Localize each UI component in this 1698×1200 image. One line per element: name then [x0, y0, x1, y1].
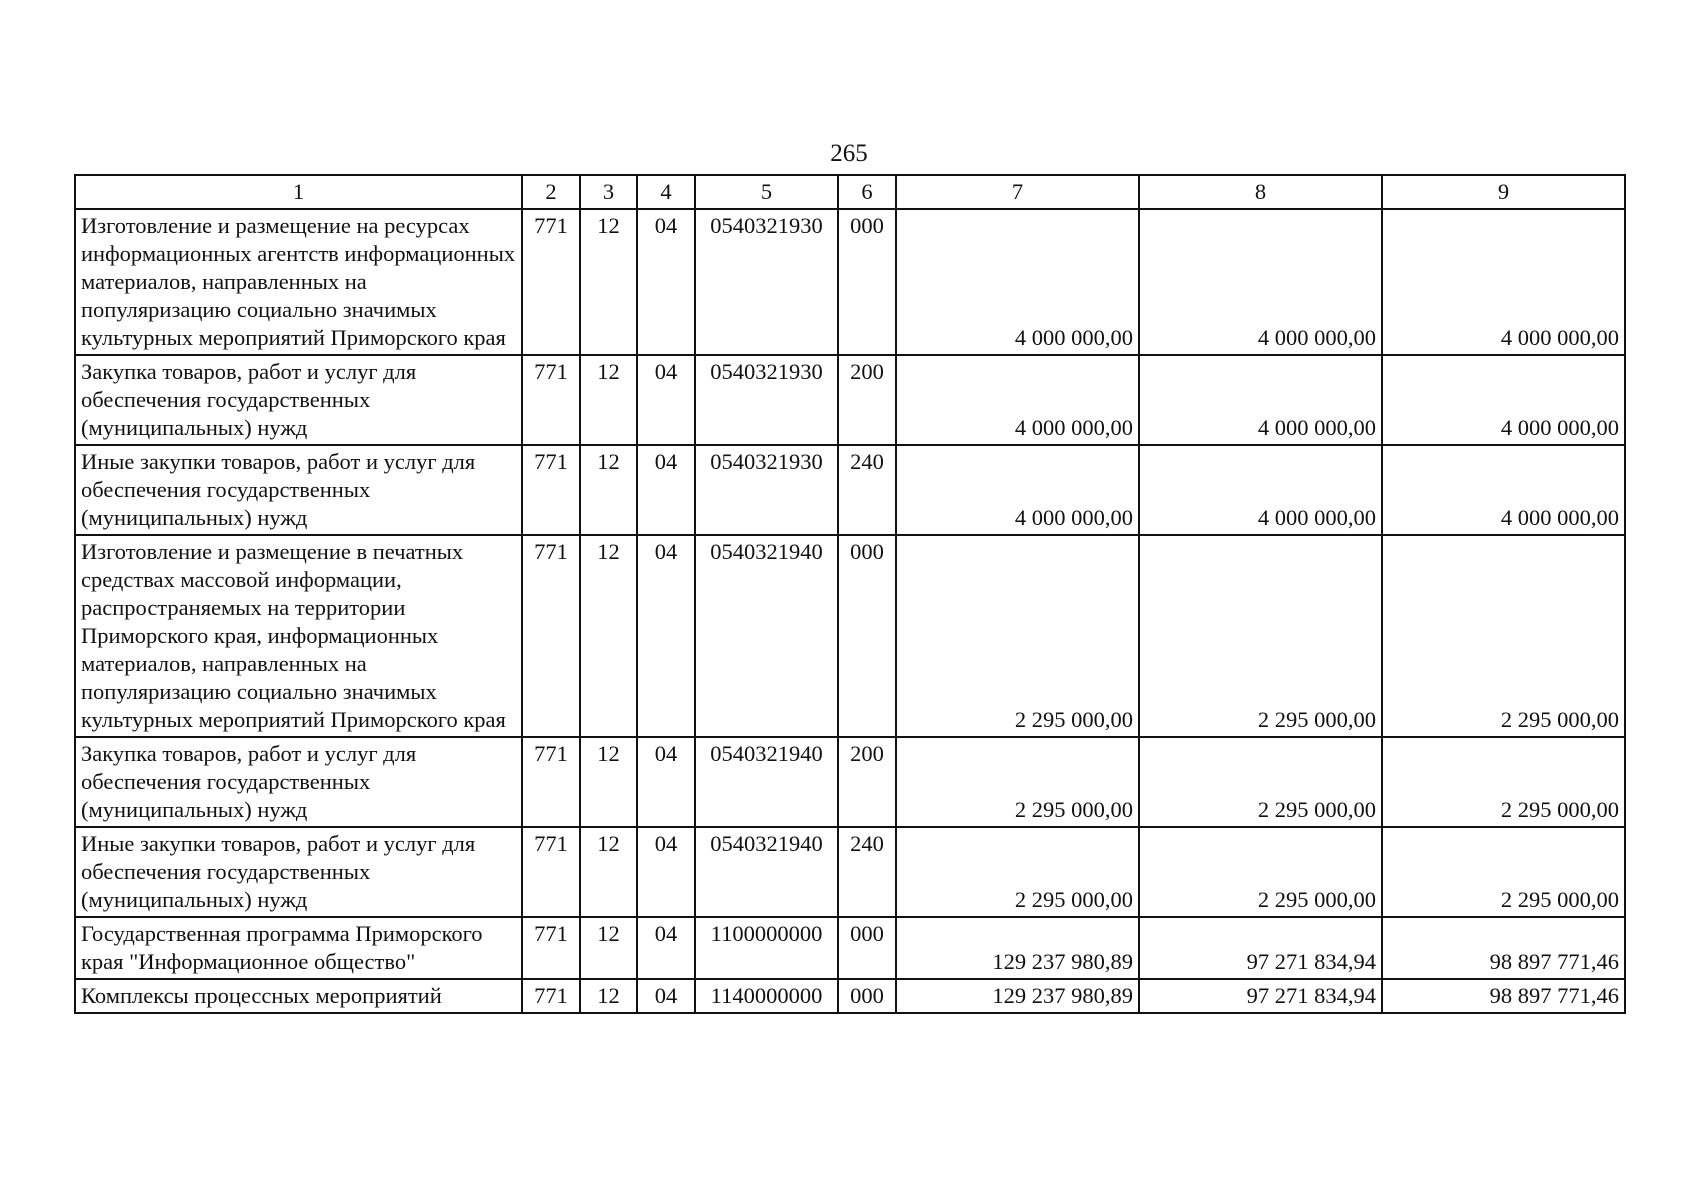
header-cell: 1 [75, 175, 522, 209]
code-cell: 000 [838, 979, 896, 1013]
code-cell: 04 [637, 209, 695, 355]
table-row [75, 209, 1625, 355]
budget-table [74, 174, 1626, 1014]
amount-cell: 4 000 000,00 [1382, 445, 1625, 535]
amount-cell: 4 000 000,00 [1139, 355, 1382, 445]
code-cell: 12 [580, 737, 637, 827]
table-row [75, 979, 1625, 1013]
row-name-cell: Государственная программа Приморского края "Информационное общество" [75, 917, 522, 979]
amount-cell: 4 000 000,00 [1139, 209, 1382, 355]
amount-cell: 4 000 000,00 [1139, 445, 1382, 535]
code-cell: 12 [580, 979, 637, 1013]
row-name-cell: Изготовление и размещение в печатных средствах массовой информации, распространяемых на территории Приморского края, информационных материалов, направленных на популяризацию социально значимых культурных мероприятий Приморского края [75, 535, 522, 737]
table-row [75, 827, 1625, 917]
amount-cell: 98 897 771,46 [1382, 917, 1625, 979]
row-name-cell: Закупка товаров, работ и услуг для обеспечения государственных (муниципальных) нужд [75, 355, 522, 445]
code-cell: 12 [580, 209, 637, 355]
code-cell: 0540321940 [695, 535, 838, 737]
code-cell: 000 [838, 535, 896, 737]
amount-cell: 2 295 000,00 [1139, 827, 1382, 917]
table-row [75, 355, 1625, 445]
code-cell: 04 [637, 535, 695, 737]
amount-cell: 129 237 980,89 [896, 917, 1139, 979]
page-number: 265 [830, 140, 868, 167]
code-cell: 771 [522, 917, 580, 979]
code-cell: 12 [580, 355, 637, 445]
amount-cell: 4 000 000,00 [896, 209, 1139, 355]
code-cell: 0540321930 [695, 209, 838, 355]
header-cell: 3 [580, 175, 637, 209]
row-name-cell: Комплексы процессных мероприятий [75, 979, 522, 1013]
code-cell: 04 [637, 917, 695, 979]
code-cell: 771 [522, 445, 580, 535]
amount-cell: 98 897 771,46 [1382, 979, 1625, 1013]
amount-cell: 2 295 000,00 [1382, 737, 1625, 827]
code-cell: 771 [522, 979, 580, 1013]
table-row [75, 917, 1625, 979]
amount-cell: 97 271 834,94 [1139, 917, 1382, 979]
table-row [75, 445, 1625, 535]
amount-cell: 2 295 000,00 [896, 535, 1139, 737]
code-cell: 0540321940 [695, 737, 838, 827]
code-cell: 12 [580, 535, 637, 737]
code-cell: 200 [838, 355, 896, 445]
code-cell: 240 [838, 445, 896, 535]
code-cell: 771 [522, 827, 580, 917]
code-cell: 0540321930 [695, 355, 838, 445]
code-cell: 000 [838, 209, 896, 355]
amount-cell: 2 295 000,00 [1382, 535, 1625, 737]
code-cell: 04 [637, 737, 695, 827]
amount-cell: 129 237 980,89 [896, 979, 1139, 1013]
code-cell: 240 [838, 827, 896, 917]
row-name-cell: Закупка товаров, работ и услуг для обеспечения государственных (муниципальных) нужд [75, 737, 522, 827]
code-cell: 1140000000 [695, 979, 838, 1013]
table-row [75, 535, 1625, 737]
amount-cell: 4 000 000,00 [896, 355, 1139, 445]
code-cell: 12 [580, 917, 637, 979]
header-row [75, 175, 1625, 209]
header-cell: 2 [522, 175, 580, 209]
amount-cell: 4 000 000,00 [896, 445, 1139, 535]
amount-cell: 2 295 000,00 [896, 827, 1139, 917]
code-cell: 771 [522, 737, 580, 827]
code-cell: 0540321940 [695, 827, 838, 917]
header-cell: 6 [838, 175, 896, 209]
code-cell: 200 [838, 737, 896, 827]
header-cell: 4 [637, 175, 695, 209]
amount-cell: 4 000 000,00 [1382, 355, 1625, 445]
code-cell: 04 [637, 445, 695, 535]
code-cell: 12 [580, 827, 637, 917]
amount-cell: 2 295 000,00 [1382, 827, 1625, 917]
code-cell: 0540321930 [695, 445, 838, 535]
code-cell: 04 [637, 979, 695, 1013]
amount-cell: 2 295 000,00 [896, 737, 1139, 827]
row-name-cell: Иные закупки товаров, работ и услуг для обеспечения государственных (муниципальных) нужд [75, 827, 522, 917]
table-row [75, 737, 1625, 827]
code-cell: 1100000000 [695, 917, 838, 979]
code-cell: 771 [522, 209, 580, 355]
code-cell: 04 [637, 355, 695, 445]
header-cell: 8 [1139, 175, 1382, 209]
code-cell: 000 [838, 917, 896, 979]
amount-cell: 4 000 000,00 [1382, 209, 1625, 355]
code-cell: 771 [522, 535, 580, 737]
header-cell: 7 [896, 175, 1139, 209]
row-name-cell: Изготовление и размещение на ресурсах информационных агентств информационных материалов, направленных на популяризацию социально значимых культурных мероприятий Приморского края [75, 209, 522, 355]
table-body [75, 175, 1625, 1013]
header-cell: 9 [1382, 175, 1625, 209]
amount-cell: 2 295 000,00 [1139, 737, 1382, 827]
code-cell: 771 [522, 355, 580, 445]
code-cell: 12 [580, 445, 637, 535]
code-cell: 04 [637, 827, 695, 917]
header-cell: 5 [695, 175, 838, 209]
amount-cell: 97 271 834,94 [1139, 979, 1382, 1013]
amount-cell: 2 295 000,00 [1139, 535, 1382, 737]
row-name-cell: Иные закупки товаров, работ и услуг для обеспечения государственных (муниципальных) нужд [75, 445, 522, 535]
